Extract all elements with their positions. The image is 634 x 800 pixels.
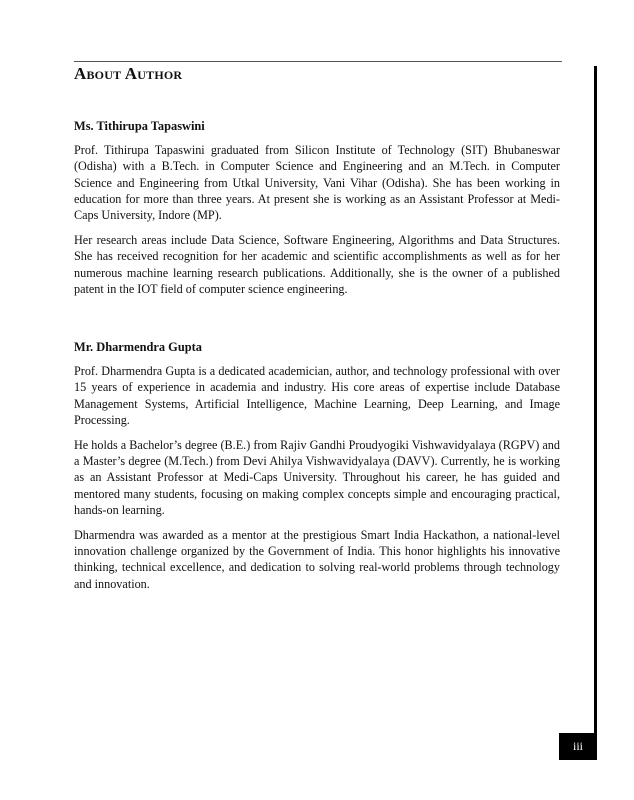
side-bar xyxy=(594,66,597,760)
author-name: Ms. Tithirupa Tapaswini xyxy=(74,119,205,133)
top-rule xyxy=(74,61,562,62)
author-bio-paragraph: Dharmendra was awarded as a mentor at the prestigious Smart India Hackathon, a national-level innovation challenge organized by the Government of India. This honor highlights his innovative thinking, technical excellence, and dedication to solving real-world problems through technology and innovation. xyxy=(74,528,560,591)
page-content xyxy=(74,118,560,601)
page-number-badge xyxy=(559,733,597,760)
author-bio-paragraph: Prof. Dharmendra Gupta is a dedicated academician, author, and technology professional with over 15 years of experience in academia and industry. His core areas of expertise include Database Management Systems, Artificial Intelligence, Machine Learning, Deep Learning, and Image Processing. xyxy=(74,364,560,427)
page-title: About Author xyxy=(74,64,183,83)
author-bio-paragraph: Prof. Tithirupa Tapaswini graduated from Silicon Institute of Technology (SIT) Bhubaneswar (Odisha) with a B.Tech. in Computer Science and Engineering and an M.Tech. in Computer Science and Engineering from Utkal University, Vani Vihar (Odisha). She has been working in education for more than three years. At present she is working as an Assistant Professor at Medi-Caps University, Indore (MP). xyxy=(74,143,560,223)
author-section-1 xyxy=(74,118,560,297)
author-section-2 xyxy=(74,339,560,592)
author-bio-paragraph: Her research areas include Data Science, Software Engineering, Algorithms and Data Structures. She has received recognition for her academic and scientific accomplishments as well as for her numerous machine learning research publications. Additionally, she is the owner of a published patent in the IOT field of computer science engineering. xyxy=(74,233,560,296)
section-spacer xyxy=(74,306,560,339)
author-bio-paragraph: He holds a Bachelor’s degree (B.E.) from Rajiv Gandhi Proudyogiki Vishwavidyalaya (RGPV) and a Master’s degree (M.Tech.) from Devi Ahilya Vishwavidyalaya (DAVV). Currently, he is working as an Assistant Professor at Medi-Caps University. Throughout his career, he has guided and mentored many students, focusing on making complex concepts simple and encouraging practical, hands-on learning. xyxy=(74,438,560,517)
page-number: iii xyxy=(572,739,583,753)
author-name: Mr. Dharmendra Gupta xyxy=(74,340,202,355)
